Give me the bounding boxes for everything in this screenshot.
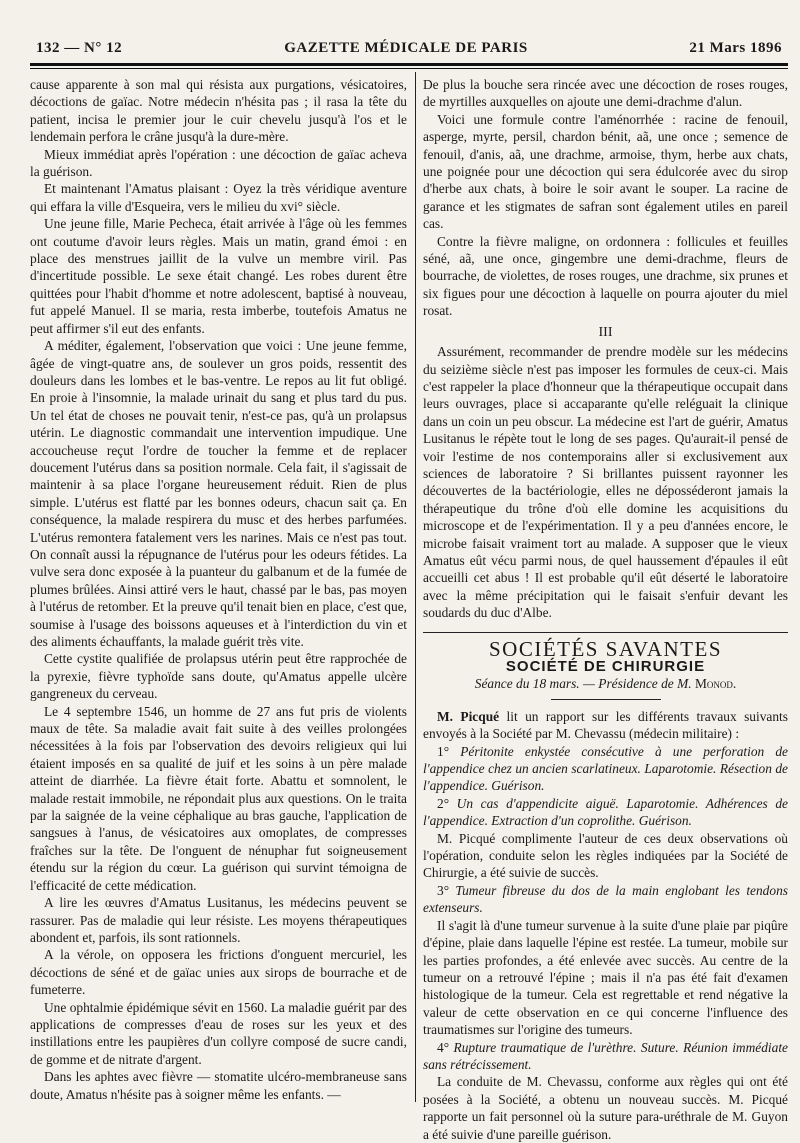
paragraph: A méditer, également, l'observation que voici : Une jeune femme, âgée de vingt-quatre ans, de soulever un gros poids, ressentit des douleurs dans les lombes et le bas-ventre. Le repos au lit fut obligé. En proie à l'insomnie, la malade urinait du sang et plus tard du pus. Un tel état de choses ne pouvait tenir, n'est-ce pas, qu'à un prolapsus utérin. Le diagnostic commandait une intervention impudique. Une accoucheuse reçut l'ordre de toucher la femme et de replacer doucement l'utérus dans sa position normale. Cela fait, il s'agissait de maintenir à sa place l'organe heureusement réduit. Rien de plus simple. L'utérus est flatté par les bonnes odeurs, chacun sait ça. En conséquence, la malade respirera du musc et des herbes parfumées. L'utérus remontera fatalement vers les narines. Mais ce n'est pas tout. On connaît aussi la répugnance de l'utérus pour les odeurs fétides. La vulve sera donc exposée à la puanteur du galbanum et de la fumée de plumes brûlées. Ainsi attiré vers le haut, chassé par le bas, pas moyen à l'utérus de retomber. Et la preuve qu'il tenait bien en place, c'est que, soumise à l'usage des boissons aqueuses et à l'interdiction du vin et des aliments échauffants, la malade guérit très vite. — [30, 338, 407, 649]
header-rule-thin — [30, 68, 788, 69]
right-column — [423, 76, 788, 1143]
column-divider — [415, 72, 416, 1102]
paragraph: A la vérole, on opposera les frictions d'onguent mercuriel, les décoctions de séné et de gaïac unies aux sirops de bourrache et de fumeterre. — [30, 947, 407, 998]
paragraph: Le 4 septembre 1546, un homme de 27 ans fut pris de violents maux de tête. Sa maladie avait fait suite à des veilles prolongées nécessitées à la fois par l'observation des devoirs religieux qui lui étaient imposés en sa qualité de juif et les soins à un père malade atteint de diarrhée. La fièvre était forte. Abattu et somnolent, le malade restait immobile, ne répondait plus aux questions. On le traita par la saignée de la veine céphalique au bras gauche, l'application de sangsues à l'anus, de vésicatoires aux omoplates, de compresses fraîches sur la tête. De l'onguent de nénuphar fut soigneusement étendu sur la région du cœur. La guérison qui survint témoigna de l'efficacité de cette médication. — [30, 703, 407, 893]
paragraph: Une ophtalmie épidémique sévit en 1560. La maladie guérit par des applications de compresses d'eau de roses sur les yeux et des instillations entre les paupières d'un collyre composé de sucre candi, de gomme et de nitrate d'argent. — [30, 999, 407, 1067]
paragraph: Assurément, recommander de prendre modèle sur les médecins du seizième siècle n'est pas imposer les formules de ceux-ci. Mais c'est rappeler la place d'honneur que la thérapeutique occupait dans leurs ouvrages, place si accaparante qu'elle reléguait la clinique dans un coin un peu obscur. La médecine est l'art de guérir, Amatus Lusitanus le répète tout le long de ses pages. Qu'aurait-il pensé de voir l'estime de nos contemporains aller si exclusivement aux sciences de laboratoire ? Si brillantes puissent rayonner les découvertes de la bactériologie, elles ne déposséderont jamais la thérapeutique du trône d'où elle domine les acquisitions du microscope et de l'expérimentation. Il y a peu d'années encore, le microbe faisait vraiment tort au malade. A supposer que le vieux Amatus eût vécu parmi nous, de quel haussement d'épaules il eût accueilli cet abus ! Il est probable qu'il eût déserté le laboratoire avec la même précipitation qui le faisait s'enfuir devant les soudards du duc d'Albe. — [423, 344, 788, 621]
speaker-name: M. Picqué — [437, 708, 500, 724]
issue-date: 21 Mars 1896 — [689, 40, 782, 56]
page-header — [30, 38, 782, 62]
section-numeral: III — [598, 324, 613, 340]
item-title: Un cas d'appendicite aiguë. Laparotomie. Adhérences de l'appendice. Extraction d'un coprolithe. Guérison. — [423, 795, 788, 829]
paragraph: Et maintenant l'Amatus plaisant : Oyez la très véridique aventure qui effara la ville d'Esqueira, vers le milieu du xvi° siècle. — [30, 181, 407, 214]
section-heading: SOCIÉTÉS SAVANTES — [488, 636, 723, 661]
paragraph: Une jeune fille, Marie Pecheca, était arrivée à l'âge où les femmes ont coutume d'avoir leurs règles. Mais un matin, grand émoi : en place des menstrues jaillit de la vulve un membre viril. Pas d'incertitude possible. Le sexe était changé. Les robes durent être quittées pour l'habit d'homme et notre adolescent, baptisé à nouveau, fut appelé Manuel. Il se maria, resta imberbe, toutefois Amatus ne peut affirmer s'il eut des enfants. — [30, 216, 407, 336]
report-intro-text: lit un rapport sur les différents travaux suivants envoyés à la Société par M. Chevassu (médecin militaire) : — [423, 708, 788, 742]
paragraph: Voici une formule contre l'aménorrhée : racine de fenouil, asperge, myrte, persil, chardon bénit, aã, une once ; semence de fenouil, d'anis, aã, une drachme, armoise, thym, herbe aux chats, une poignée pour une décoction qui sera édulcorée avec du sirop d'herbe aux chats, à boire le soir avant le souper. La racine de garance et les stigmates de safran sont également utiles en pareil cas. — [423, 111, 788, 232]
paragraph: M. Picqué complimente l'auteur de ces deux observations où l'opération, conduite selon les règles indiquées par la Société de Chirurgie, a été suivie de succès. — [423, 830, 788, 881]
paragraph: cause apparente à son mal qui résista aux purgations, vésicatoires, décoctions de gaïac. Notre médecin n'hésita pas ; il rasa la tête du patient, incisa le premier jour le cuir chevelu jusqu'à l'os et le lendemain perfora le crâne jusqu'à la dure-mère. — [30, 77, 407, 145]
item-title: Tumeur fibreuse du dos de la main englobant les tendons extenseurs. — [423, 882, 788, 916]
paragraph: Mieux immédiat après l'opération : une décoction de gaïac acheva la guérison. — [30, 146, 407, 180]
paragraph: Contre la fièvre maligne, on ordonnera : follicules et feuilles séné, aã, une once, gingembre une demi-drachme, fleurs de bourrache, de violettes, de roses rouges, une drachme, six prunes et six figues pour une décoction à laquelle on pourra ajouter du miel rosat. — [423, 233, 788, 319]
president-name: Monod. — [694, 676, 737, 692]
item-title: Rupture traumatique de l'urèthre. Suture. Réunion immédiate sans rétrécissement. — [423, 1039, 788, 1072]
report-intro — [423, 708, 788, 743]
item-number: 3° — [437, 882, 450, 898]
report-item — [423, 1039, 788, 1074]
paragraph: La conduite de M. Chevassu, conforme aux règles qui ont été posées à la Société, a obtenu un nouveau succès. M. Picqué rapporte un fait personnel où la suture para-uréthrale de M. Guyon a été suivie d'une pareille guérison. — [423, 1074, 788, 1142]
seance-date: Séance du 18 mars. — Présidence de M. — [474, 676, 692, 692]
paragraph: A lire les œuvres d'Amatus Lusitanus, les médecins peuvent se rassurer. Pas de maladie qui leur résiste. Les moyens thérapeutiques abondent et, parfois, ils sont rationnels. — [30, 895, 407, 945]
seance-line — [423, 675, 788, 692]
left-column — [30, 76, 407, 1103]
paragraph: Cette cystite qualifiée de prolapsus utérin peut être rapprochée de la pyrexie, fièvre typhoïde sans doute, qu'Amatus appelle ulcère gangreneux du cerveau. — [30, 651, 407, 702]
section-divider — [423, 632, 788, 633]
paragraph: Il s'agit là d'une tumeur survenue à la suite d'une plaie par piqûre d'épine, plaie dans laquelle l'épine est restée. La tumeur, mobile sur les parties profondes, a été enlevée avec succès. Au centre de la tumeur on a retrouvé l'épine ; mais il n'a pas été fait d'examen histologique de la tumeur. Cela est regrettable et rend négative la valeur de cette observation en ce qui concerne l'influence des traumatismes sur l'origine des tumeurs. — [423, 917, 788, 1038]
journal-title: GAZETTE MÉDICALE DE PARIS — [284, 40, 528, 56]
page-number: 132 — N° 12 — [36, 40, 123, 56]
paragraph: De plus la bouche sera rincée avec une décoction de roses rouges, de myrtilles auxquelles on ajoute une demi-drachme d'alun. — [423, 77, 788, 110]
item-number: 1° — [437, 743, 450, 759]
item-number: 4° — [437, 1039, 450, 1055]
report-item — [423, 795, 788, 830]
paragraph: Dans les aphtes avec fièvre — stomatite ulcéro-membraneuse sans doute, Amatus n'hésite pas à soigner même les enfants. — — [30, 1069, 407, 1102]
report-item — [423, 743, 788, 795]
short-divider — [551, 699, 661, 700]
item-number: 2° — [437, 795, 450, 811]
subsection-heading: SOCIÉTÉ DE CHIRURGIE — [505, 658, 706, 675]
header-rule-thick — [30, 63, 788, 66]
item-title: Péritonite enkystée consécutive à une perforation de l'appendice chez un ancien scarlatineux. Laparotomie. Résection de l'appendice. Guérison. — [423, 743, 788, 794]
report-item — [423, 882, 788, 917]
